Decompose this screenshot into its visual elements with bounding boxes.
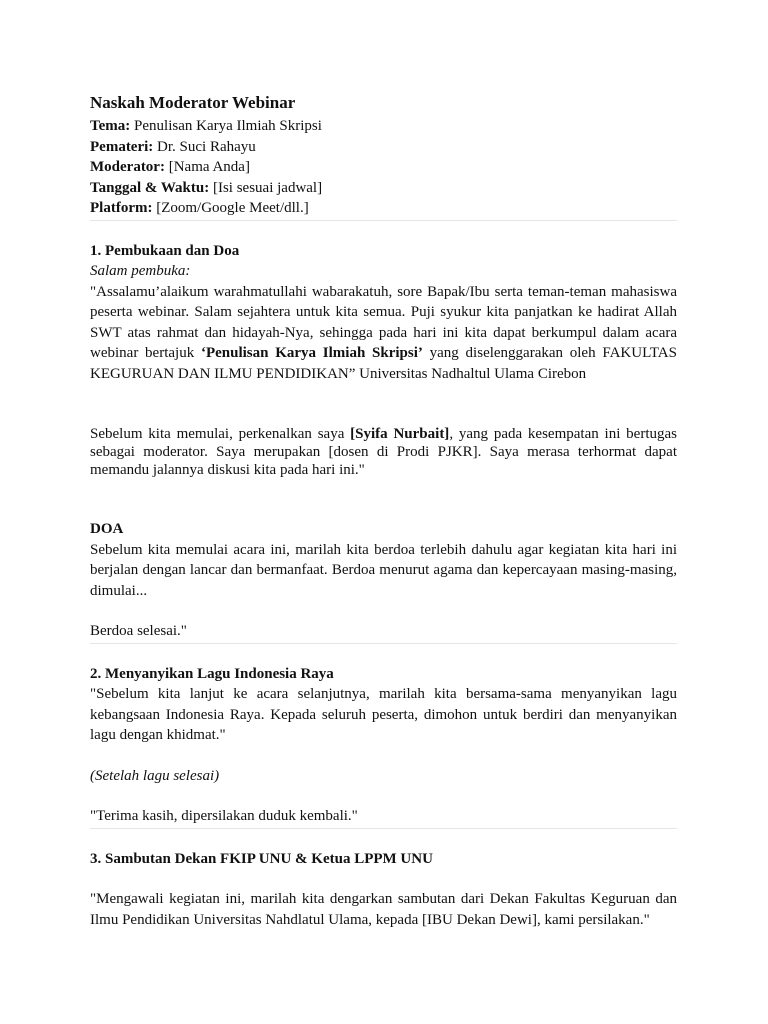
moderator-name: [Syifa Nurbait] — [350, 426, 450, 442]
meta-label: Tanggal & Waktu: — [90, 179, 210, 196]
meta-value: Dr. Suci Rahayu — [153, 138, 256, 155]
meta-block — [90, 116, 677, 219]
doa-title: DOA — [90, 521, 124, 537]
meta-label: Platform: — [90, 200, 153, 216]
divider — [90, 828, 677, 829]
lagu-paragraph: "Sebelum kita lanjut ke acara selanjutnya, marilah kita bersama-sama menyanyikan lagu kebangsaan Indonesia Raya. Kepada seluruh peserta, dimohon untuk berdiri dan menyanyikan lagu dengan khidmat." — [90, 686, 677, 743]
document-title: Naskah Moderator Webinar — [90, 93, 296, 112]
opening-text-end: yang diselenggarakan oleh FAKULTAS KEGURUAN DAN ILMU PENDIDIKAN” Universitas Nadhaltul Ulama Cirebon — [90, 345, 677, 382]
webinar-topic: ‘Penulisan Karya Ilmiah Skripsi’ — [200, 345, 423, 361]
meta-label: Tema: — [90, 118, 131, 134]
meta-tanggal-waktu — [90, 178, 677, 199]
meta-platform — [90, 198, 677, 219]
intro-paragraph — [90, 425, 677, 479]
doa-end: Berdoa selesai." — [90, 623, 187, 639]
section-title-lagu: 2. Menyanyikan Lagu Indonesia Raya — [90, 665, 334, 682]
meta-moderator — [90, 157, 677, 178]
section-subtitle: Salam pembuka: — [90, 263, 191, 279]
section-title-sambutan: 3. Sambutan Dekan FKIP UNU & Ketua LPPM UNU — [90, 850, 433, 867]
opening-text: "Assalamu’alaikum warahmatullahi wabarakatuh, sore Bapak/Ibu serta teman-teman mahasiswa peserta webinar. Salam sejahtera untuk kita semua. Puji syukur kita panjatkan ke hadirat Allah SWT atas rahmat dan hidayah-Nya, sehingga pada hari ini kita dapat berkumpul dalam acara webinar bertajuk — [90, 283, 677, 361]
document-content — [90, 92, 677, 930]
meta-label: Moderator: — [90, 159, 165, 175]
meta-value: Penulisan Karya Ilmiah Skripsi — [130, 118, 322, 134]
meta-value: [Nama Anda] — [164, 159, 250, 175]
opening-paragraph — [90, 282, 677, 385]
meta-value: [Zoom/Google Meet/dll.] — [152, 200, 309, 216]
lagu-closing: "Terima kasih, dipersilakan duduk kembali." — [90, 808, 358, 824]
doa-paragraph: Sebelum kita memulai acara ini, marilah kita berdoa terlebih dahulu agar kegiatan kita hari ini berjalan dengan lancar dan bermanfaat. Berdoa menurut agama dan kepercayaan masing-masing, dimulai... — [90, 541, 677, 599]
intro-text: Sebelum kita memulai, perkenalkan saya — [90, 426, 351, 442]
meta-value: [Isi sesuai jadwal] — [209, 179, 323, 196]
lagu-note: (Setelah lagu selesai) — [90, 767, 220, 784]
meta-pemateri — [90, 137, 677, 158]
meta-label: Pemateri: — [90, 138, 154, 155]
intro-text-end: , yang pada kesempatan ini bertugas sebagai moderator. Saya merupakan [dosen di Prodi PJKR]. Saya merasa terhormat dapat memandu jalannya diskusi kita pada hari ini." — [90, 426, 677, 478]
section-title-pembukaan: 1. Pembukaan dan Doa — [90, 242, 240, 259]
meta-tema — [90, 116, 677, 137]
divider — [90, 643, 677, 644]
sambutan-paragraph: "Mengawali kegiatan ini, marilah kita dengarkan sambutan dari Dekan Fakultas Keguruan dan Ilmu Pendidikan Universitas Nahdlatul Ulama, kepada [IBU Dekan Dewi], kami persilakan." — [90, 891, 677, 928]
divider — [90, 220, 677, 221]
